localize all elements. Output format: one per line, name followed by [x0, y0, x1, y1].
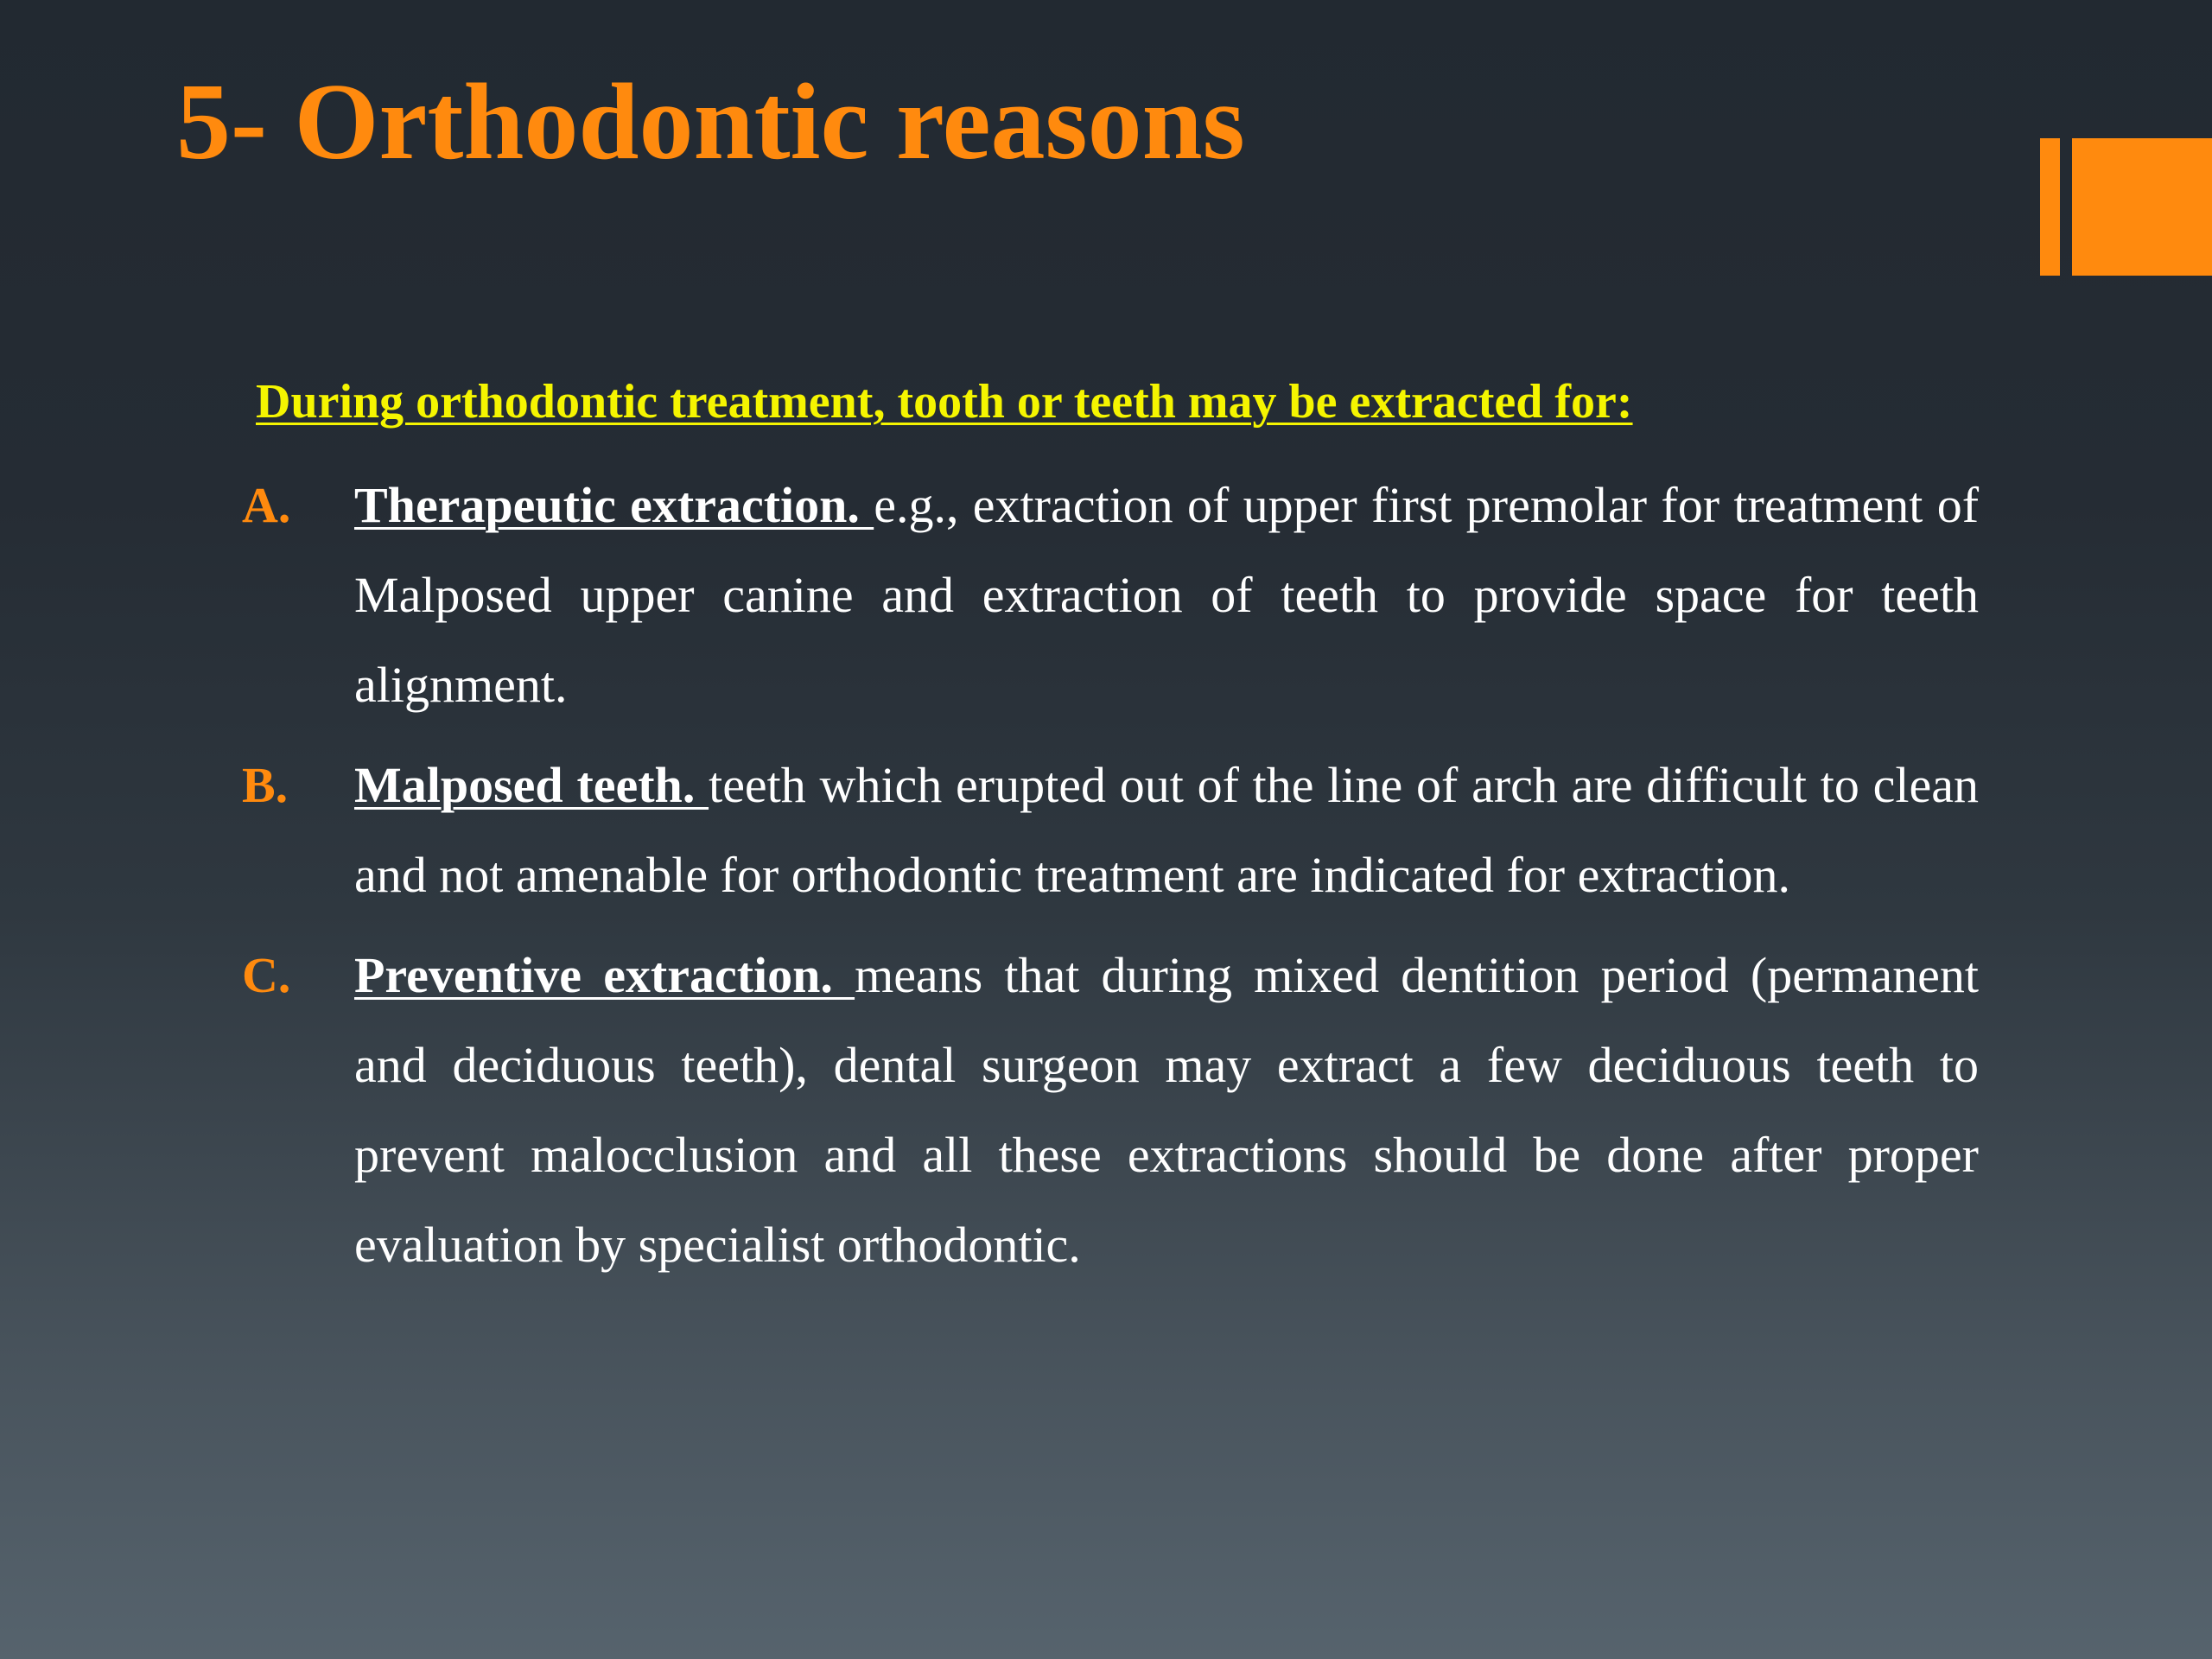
item-description: e.g., extraction of upper first premolar for treatment of Malposed upper canine and extraction of teeth to provide space for teeth alignment.: [354, 477, 1980, 713]
item-term: Preventive extraction.: [354, 947, 855, 1003]
item-marker: C.: [242, 947, 291, 1003]
intro-heading: During orthodontic treatment, tooth or teeth may be extracted for:: [256, 375, 1633, 429]
item-marker: A.: [242, 477, 291, 533]
item-description: means that during mixed dentition period (permanent and deciduous teeth), dental surgeon may extract a few deciduous teeth to prevent malocclusion and all these extractions should be done after proper evaluation by specialist orthodontic.: [354, 947, 1979, 1273]
accent-bar-block: [2072, 138, 2212, 276]
list-item: [242, 741, 1979, 920]
item-term: Therapeutic extraction.: [354, 477, 874, 533]
item-description: teeth which erupted out of the line of arch are difficult to clean and not amenable for orthodontic treatment are indicated for extraction.: [354, 757, 1979, 903]
slide-title: 5- Orthodontic reasons: [176, 62, 1245, 182]
item-marker: B.: [242, 757, 289, 813]
item-term: Malposed teeth.: [354, 757, 709, 813]
accent-bar-thin: [2040, 138, 2060, 276]
list-item: [242, 931, 1979, 1290]
list-item: [242, 461, 1979, 730]
reasons-list: [242, 461, 1979, 1300]
